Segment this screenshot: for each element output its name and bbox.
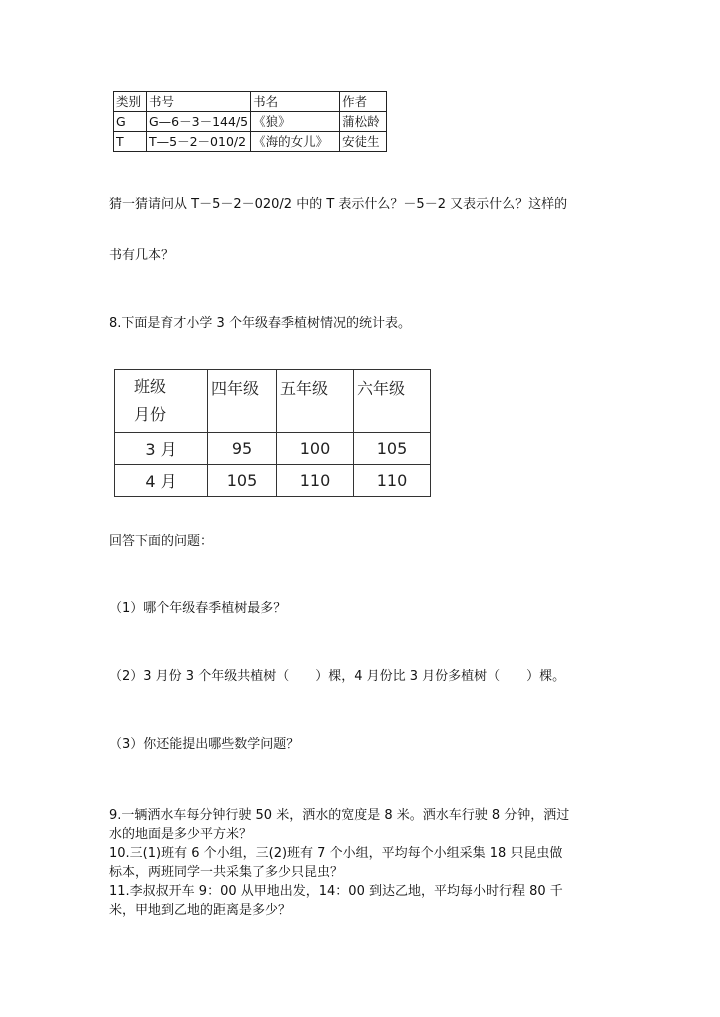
tree-table-row (115, 465, 431, 497)
tree-table-corner (115, 370, 208, 433)
tree-table-row (115, 433, 431, 465)
tree-table-cell: 110 (277, 465, 354, 497)
tree-table-cell: 110 (354, 465, 431, 497)
book-cell: 蒲松龄 (340, 112, 387, 132)
book-table-row (114, 112, 387, 132)
book-table-header: 书号 (147, 92, 251, 112)
q9-line2: 水的地面是多少平方米？ (109, 827, 253, 842)
q8-sub3: （3）你还能提出哪些数学问题？ (109, 737, 300, 752)
book-table-header: 作者 (340, 92, 387, 112)
book-cell: G—6－3－144/5 (147, 112, 251, 132)
book-table-header: 类别 (114, 92, 147, 112)
tree-planting-table (114, 369, 431, 497)
q7-line2: 书有几本？ (109, 248, 175, 263)
q8-prompt: 回答下面的问题： (109, 534, 214, 549)
book-cell: 《狼》 (251, 112, 340, 132)
tree-table-month: 3 月 (115, 433, 208, 465)
q9-line1: 9.一辆洒水车每分钟行驶 50 米，洒水的宽度是 8 米。洒水车行驶 8 分钟，洒过 (109, 808, 570, 823)
tree-table-header: 五年级 (277, 370, 354, 433)
tree-table-cell: 105 (208, 465, 277, 497)
book-cell: 安徒生 (340, 132, 387, 152)
book-table (113, 91, 387, 152)
book-table-header-row (114, 92, 387, 112)
book-cell: 《海的女儿》 (251, 132, 340, 152)
q11-line2: 米，甲地到乙地的距离是多少？ (109, 903, 292, 918)
book-cell: T (114, 132, 147, 152)
q8-title: 8.下面是育才小学 3 个年级春季植树情况的统计表。 (109, 316, 411, 331)
q8-sub1: （1）哪个年级春季植树最多？ (109, 601, 287, 616)
q10-line1: 10.三(1)班有 6 个小组，三(2)班有 7 个小组，平均每个小组采集 18 只昆虫做 (109, 846, 563, 861)
corner-month-label: 月份 (134, 405, 167, 424)
q8-sub2: （2）3 月份 3 个年级共植树（ ）棵，4 月份比 3 月份多植树（ ）棵。 (109, 669, 566, 684)
tree-table-header: 四年级 (208, 370, 277, 433)
tree-table-month: 4 月 (115, 465, 208, 497)
tree-table-header-row (115, 370, 431, 433)
book-cell: T—5－2－010/2 (147, 132, 251, 152)
book-table-row (114, 132, 387, 152)
q7-line1: 猜一猜请问从 T－5－2－020/2 中的 T 表示什么？－5－2 又表示什么？这样的 (109, 197, 568, 212)
corner-grade-label: 班级 (134, 377, 167, 396)
tree-table-cell: 100 (277, 433, 354, 465)
book-table-header: 书名 (251, 92, 340, 112)
tree-table-cell: 95 (208, 433, 277, 465)
q10-line2: 标本，两班同学一共采集了多少只昆虫？ (109, 865, 344, 880)
tree-table-cell: 105 (354, 433, 431, 465)
tree-table-header: 六年级 (354, 370, 431, 433)
book-cell: G (114, 112, 147, 132)
q11-line1: 11.李叔叔开车 9：00 从甲地出发，14：00 到达乙地，平均每小时行程 80 千 (109, 884, 563, 899)
